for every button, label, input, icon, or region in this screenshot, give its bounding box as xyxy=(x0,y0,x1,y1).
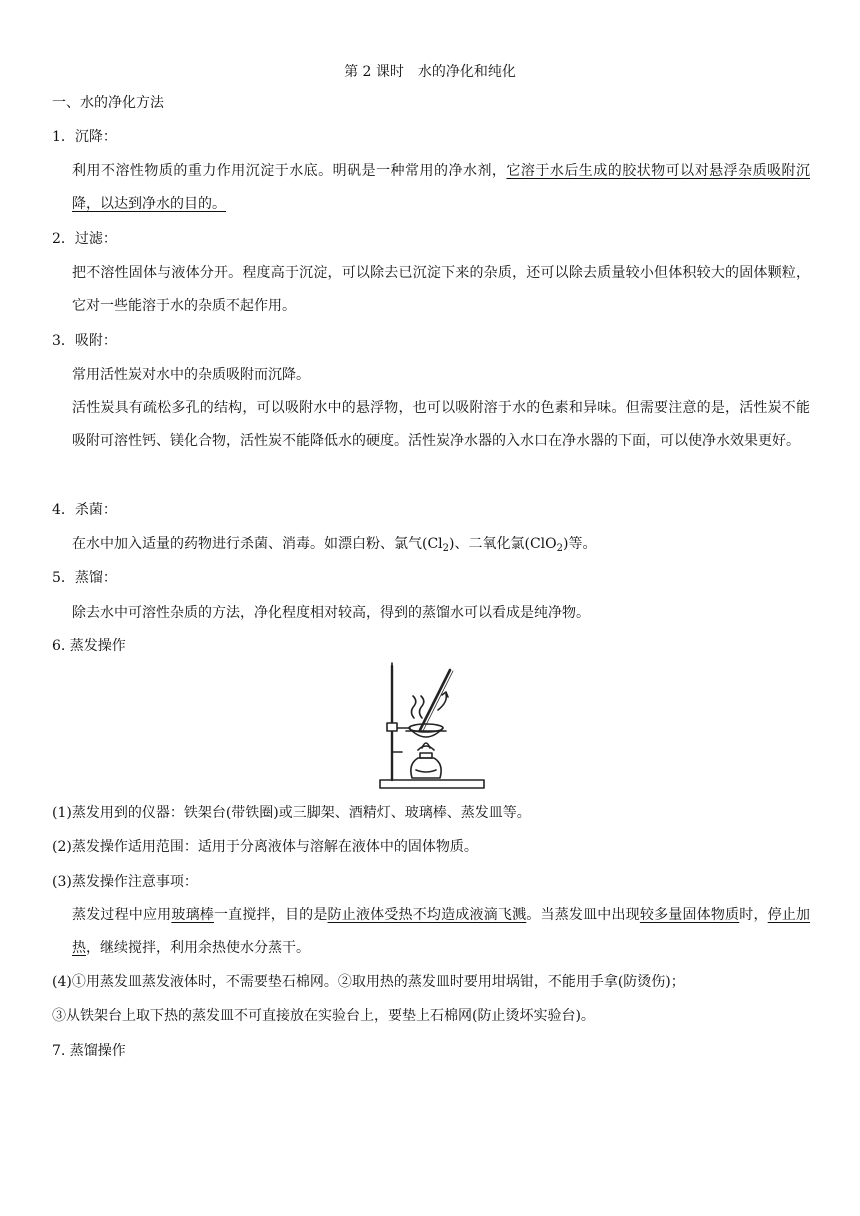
item-heading-distillation: 5．蒸馏： xyxy=(52,570,117,586)
evap-item-5: ③从铁架台上取下热的蒸发皿不可直接放在实验台上，要垫上石棉网(防止烫坏实验台)。 xyxy=(52,1008,595,1024)
item-heading-sedimentation: 1．沉降： xyxy=(52,129,117,145)
paragraph-adsorption-1: 常用活性炭对水中的杂质吸附而沉降。 xyxy=(72,367,310,383)
item-heading-sterilization: 4．杀菌： xyxy=(52,502,117,518)
paragraph-sterilization: 在水中加入适量的药物进行杀菌、消毒。如漂白粉、氯气$(Cl_2)$、二氧化氯(ClO$_2$)等。 xyxy=(72,536,597,554)
item-heading-distillation-operation: 7. 蒸馏操作 xyxy=(52,1043,126,1059)
item-heading-evaporation: 6. 蒸发操作 xyxy=(52,638,126,654)
paragraph-distillation: 除去水中可溶性杂质的方法，净化程度相对较高，得到的蒸馏水可以看成是纯净物。 xyxy=(72,605,590,621)
evap-item-1: (1)蒸发用到的仪器：铁架台(带铁圈)或三脚架、酒精灯、玻璃棒、蒸发皿等。 xyxy=(52,805,531,821)
paragraph-adsorption-2: 活性炭具有疏松多孔的结构，可以吸附水中的悬浮物，也可以吸附溶于水的色素和异味。但需要注意的是，活性炭不能吸附可溶性钙、镁化合物，活性炭不能降低水的硬度。活性炭净水器的入水口在净水器的下面，可以使净水效果更好。 xyxy=(72,400,810,449)
underlined-text: 停止加热 xyxy=(72,907,811,956)
evap-item-4: (4)①用蒸发皿蒸发液体时，不需要垫石棉网。②取用热的蒸发皿时要用坩埚钳，不能用手拿(防烫伤)； xyxy=(52,974,685,990)
underlined-text: 它溶于水后生成的胶状物可以对悬浮杂质吸附沉降，以达到净水的目的。 xyxy=(72,163,811,212)
evap-notes-paragraph: 蒸发过程中应用玻璃棒一直搅拌，目的是防止液体受热不均造成液滴飞溅。当蒸发皿中出现较多量固体物质时，停止加热，继续搅拌，利用余热使水分蒸干。 xyxy=(72,907,811,956)
paragraph-sedimentation: 利用不溶性物质的重力作用沉淀于水底。明矾是一种常用的净水剂，它溶于水后生成的胶状物可以对悬浮杂质吸附沉降，以达到净水的目的。 xyxy=(72,163,811,212)
underlined-text: 较多量固体物质 xyxy=(639,907,740,923)
section-heading: 一、水的净化方法 xyxy=(52,95,164,111)
evap-item-2: (2)蒸发操作适用范围：适用于分离液体与溶解在液体中的固体物质。 xyxy=(52,839,478,855)
item-heading-filtration: 2．过滤： xyxy=(52,231,117,247)
underlined-text: 玻璃棒 xyxy=(171,907,214,923)
evaporation-apparatus-figure xyxy=(376,660,486,792)
underlined-text: 防止液体受热不均造成液滴飞溅 xyxy=(327,907,527,923)
page-title: 第 2 课时 水的净化和纯化 xyxy=(344,64,516,80)
item-heading-adsorption: 3．吸附： xyxy=(52,333,117,349)
paragraph-filtration: 把不溶性固体与液体分开。程度高于沉淀，可以除去已沉淀下来的杂质，还可以除去质量较小但体积较大的固体颗粒，它对一些能溶于水的杂质不起作用。 xyxy=(72,265,810,314)
evap-item-3: (3)蒸发操作注意事项： xyxy=(52,874,198,890)
